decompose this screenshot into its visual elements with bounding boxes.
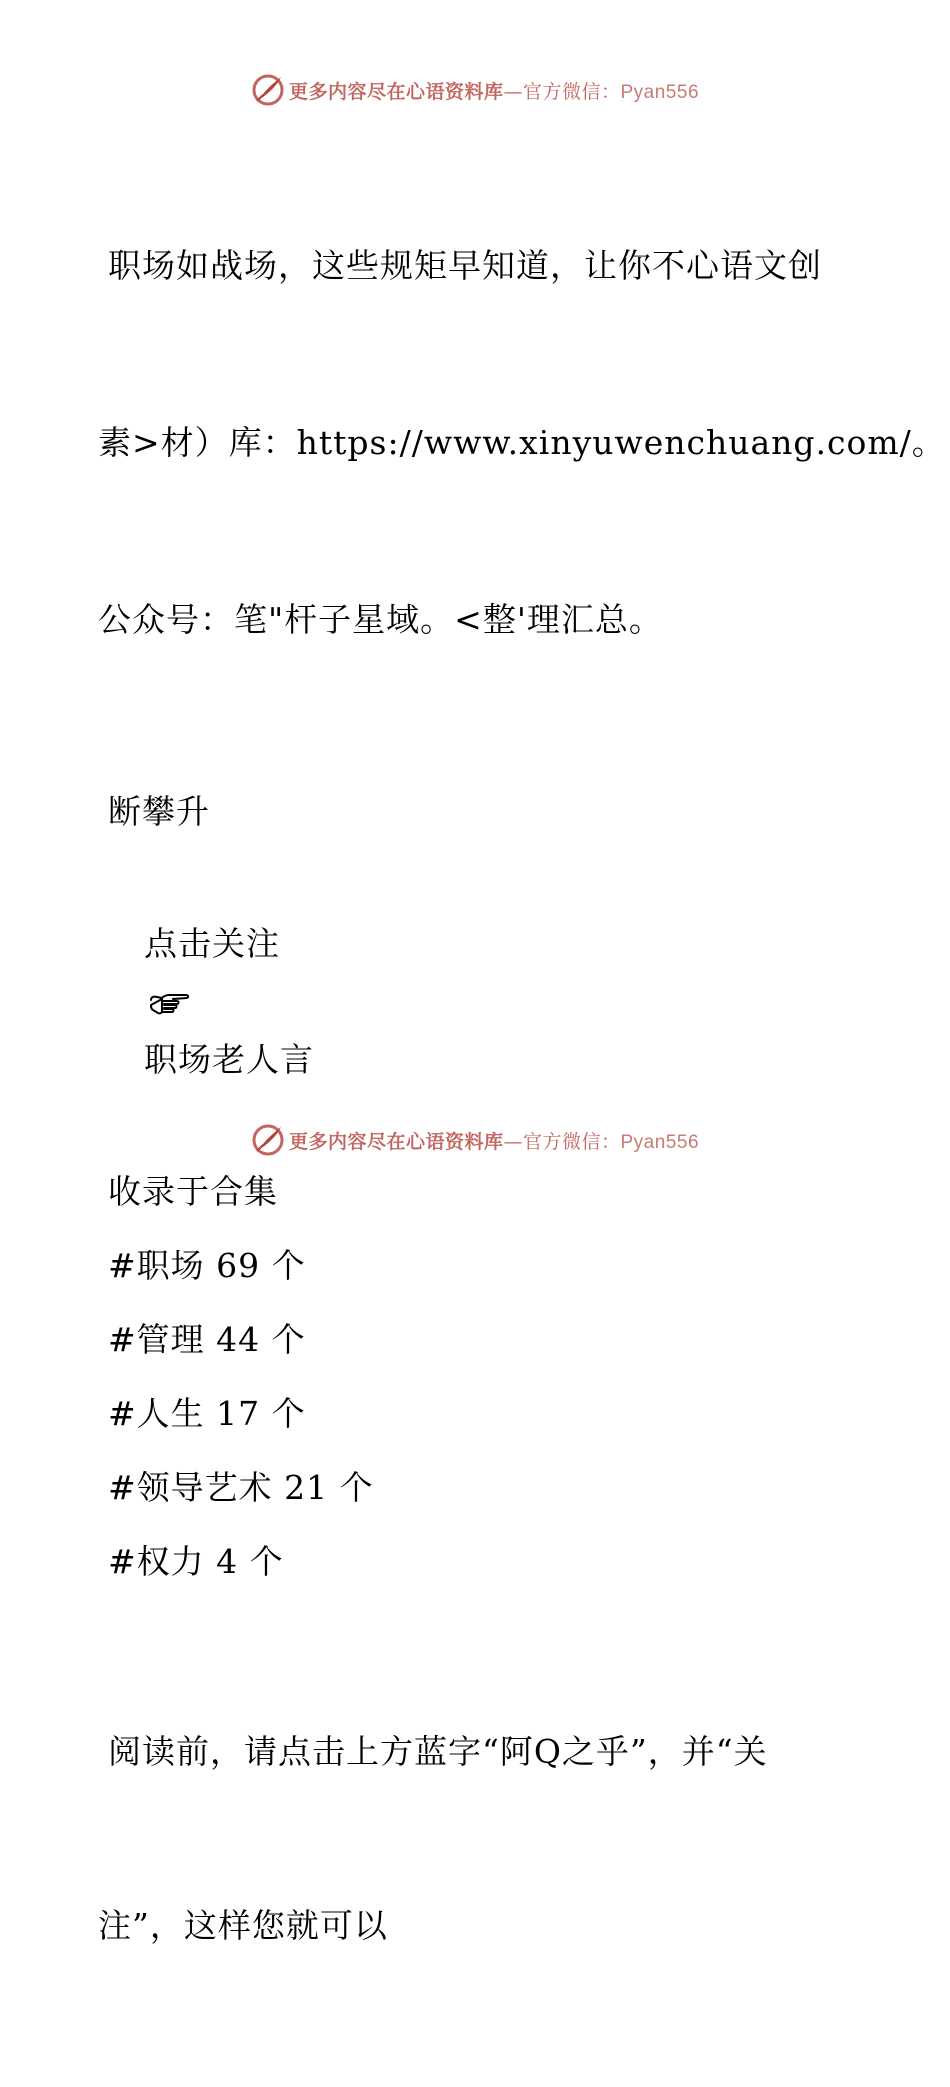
reading-tip-line-2: 注”，这样您就可以 [98,1906,388,1945]
banner-wechat-label: 官方微信： [522,1130,621,1153]
rising-paragraph: 断攀升 [108,792,210,831]
banner-wechat-label: 官方微信： [522,80,621,103]
feather-pen-logo-icon [251,73,285,107]
document-body [98,118,946,2087]
banner-separator: — [503,1130,523,1153]
header-banner [0,70,950,110]
intro-paragraph [98,118,946,767]
follow-account-name: 职场老人言 [143,1040,314,1079]
intro-line-1: 职场如战场，这些规矩早知道，让你不心语文创 [108,246,822,285]
tag-item[interactable]: #职场 69 个 [108,1246,306,1285]
banner-site-text: 更多内容尽在心语资料库 [288,1130,504,1153]
banner-wechat-id: Pyan556 [620,81,700,103]
banner-wechat-id: Pyan556 [620,1131,700,1153]
intro-line-3: 公众号：笔"杆子星域。<整'理汇总。 [98,600,663,639]
banner-text [289,1127,699,1154]
banner-separator: — [503,80,523,103]
tag-item[interactable]: #人生 17 个 [108,1394,306,1433]
tag-item[interactable]: #权力 4 个 [108,1542,284,1581]
collection-label: 收录于合集 [108,1172,278,1211]
tag-item[interactable]: #管理 44 个 [108,1320,306,1359]
feather-pen-logo-icon [251,1123,285,1157]
follow-paragraph [98,857,858,1147]
pointing-hand-icon [148,991,190,1017]
banner-text [289,77,699,104]
intro-line-2: 素>材）库：https://www.xinyuwenchuang.com/。 [98,423,946,462]
banner-site-text: 更多内容尽在心语资料库 [288,80,504,103]
tag-item[interactable]: #领导艺术 21 个 [108,1468,374,1507]
follow-label: 点击关注 [143,924,280,963]
reading-tip-line-1: 阅读前，请点击上方蓝字“阿Q之乎”，并“关 [108,1732,768,1771]
footer-banner [0,1120,950,1160]
reading-tip-paragraph [98,1607,858,2071]
